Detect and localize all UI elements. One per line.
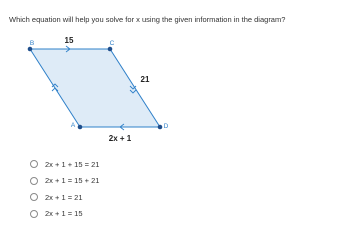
radio-button[interactable] xyxy=(30,193,38,201)
parallelogram-shape xyxy=(30,49,160,127)
answer-choices xyxy=(30,156,99,222)
vertex-c-point xyxy=(108,47,113,52)
answer-choice-label: 2x + 1 + 15 = 21 xyxy=(45,159,100,169)
answer-choice-1[interactable] xyxy=(30,156,99,173)
radio-button[interactable] xyxy=(30,177,38,185)
side-top-label: 15 xyxy=(64,36,74,45)
side-right-label: 21 xyxy=(140,75,150,84)
vertex-d-point xyxy=(158,125,163,130)
vertex-b-point xyxy=(28,47,33,52)
radio-button[interactable] xyxy=(30,160,38,168)
side-bottom-label: 2x + 1 xyxy=(108,134,132,143)
answer-choice-label: 2x + 1 = 15 + 21 xyxy=(45,176,100,186)
vertex-a-point xyxy=(78,125,83,130)
answer-choice-4[interactable] xyxy=(30,206,99,223)
vertex-d-label: D xyxy=(163,123,169,130)
vertex-b-label: B xyxy=(29,40,35,47)
vertex-a-label: A xyxy=(70,122,76,129)
answer-choice-3[interactable] xyxy=(30,189,99,206)
vertex-c-label: C xyxy=(109,40,115,47)
answer-choice-label: 2x + 1 = 21 xyxy=(45,192,83,202)
question-text: Which equation will help you solve for x using the given information in the diagram? xyxy=(9,15,286,24)
answer-choice-2[interactable] xyxy=(30,173,99,190)
radio-button[interactable] xyxy=(30,210,38,218)
answer-choice-label: 2x + 1 = 15 xyxy=(45,209,83,219)
